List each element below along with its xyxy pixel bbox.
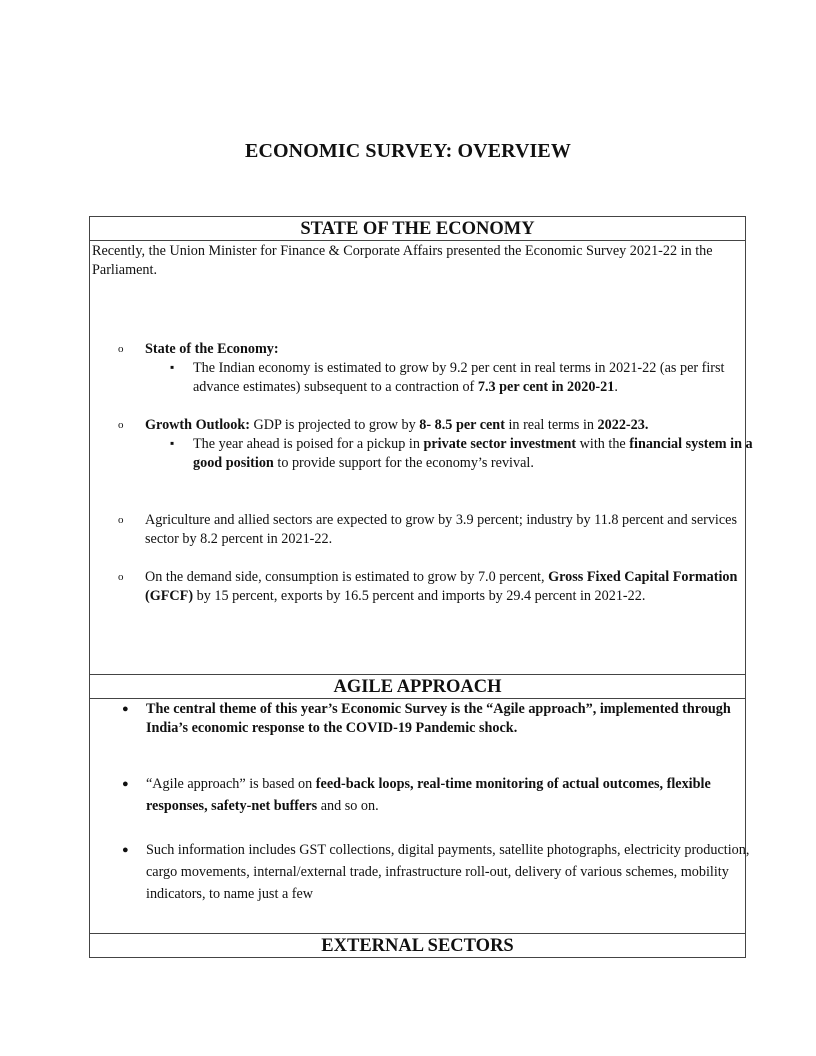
sub-list-item-growth-estimate: [165, 359, 753, 397]
circle-bullet-icon: o: [118, 571, 124, 583]
item-bold-text: The central theme of this year’s Economic Survey is the “Agile approach”, implemented through India’s economic response to the COVID-19 Pandemic shock.: [146, 701, 731, 736]
round-bullet-icon: ●: [122, 778, 129, 790]
item-text: On the demand side, consumption is estimated to grow by 7.0 percent,: [145, 569, 549, 585]
item-text: Such information includes GST collections, digital payments, satellite photographs, electricity production, cargo movements, internal/external trade, infrastructure roll-out, delivery of various schemes, mobility indicators, to name just a few: [146, 842, 750, 902]
item-bold-text: 8- 8.5 per cent: [419, 417, 505, 433]
item-bold-text: financial system in a good position: [193, 436, 753, 471]
square-bullet-icon: ▪: [170, 360, 175, 374]
list-item-demand-side: [118, 568, 765, 606]
item-text: in real terms in: [504, 417, 598, 433]
item-text: The year ahead is poised for a pickup in: [193, 436, 424, 452]
page-title: ECONOMIC SURVEY: OVERVIEW: [245, 140, 571, 162]
item-bold-text: feed-back loops, real-time monitoring of actual outcomes, flexible responses, safety-net buffers: [146, 776, 711, 814]
list-item-sector-growth: [118, 511, 765, 549]
section-body-state-of-economy: [90, 241, 753, 675]
item-text: “Agile approach” is based on: [146, 776, 316, 792]
item-bold-text: 7.3 per cent in 2020-21: [477, 379, 615, 395]
list-item-information-sources: [118, 839, 766, 905]
section-heading-state-of-economy: STATE OF THE ECONOMY: [90, 217, 745, 241]
item-text: GDP is projected to grow by: [249, 417, 420, 433]
circle-bullet-icon: o: [118, 514, 124, 526]
item-bold-lead: Growth Outlook:: [145, 417, 250, 433]
section-heading-external-sectors: EXTERNAL SECTORS: [90, 934, 745, 958]
list-item-central-theme: [118, 700, 766, 738]
item-text: to provide support for the economy’s revival.: [273, 455, 534, 471]
section-heading-agile-approach: AGILE APPROACH: [90, 675, 745, 699]
round-bullet-icon: ●: [122, 703, 129, 715]
round-bullet-icon: ●: [122, 844, 129, 856]
item-text: with the: [576, 436, 630, 452]
square-bullet-icon: ▪: [170, 436, 175, 450]
circle-bullet-icon: o: [118, 419, 124, 431]
item-text: and so on.: [317, 798, 379, 814]
item-text: by 15 percent, exports by 16.5 percent and imports by 29.4 percent in 2021-22.: [193, 588, 646, 604]
circle-bullet-icon: o: [118, 343, 124, 355]
item-text: Agriculture and allied sectors are expected to grow by 3.9 percent; industry by 11.8 percent and services sector by 8.2 percent in 2021-22.: [145, 512, 737, 547]
item-bold-lead: State of the Economy:: [145, 341, 279, 357]
list-item-agile-basis: [118, 773, 766, 817]
item-text: The Indian economy is estimated to grow by 9.2 per cent in real terms in 2021-22 (as per first advance estimates) subsequent to a contraction of: [193, 360, 725, 395]
list-item-state-of-economy: [118, 340, 765, 359]
item-text: .: [614, 379, 618, 395]
sub-list-item-private-investment: [165, 435, 753, 473]
intro-paragraph: Recently, the Union Minister for Finance & Corporate Affairs presented the Economic Survey 2021-22 in the Parliament.: [92, 243, 713, 278]
list-item-growth-outlook: [118, 416, 765, 435]
section-body-agile-approach: [90, 699, 750, 934]
overview-table: [89, 216, 753, 958]
item-bold-text: private sector investment: [423, 436, 577, 452]
item-bold-text: 2022-23.: [597, 417, 649, 433]
item-bold-text: Gross Fixed Capital Formation (GFCF): [145, 569, 738, 604]
